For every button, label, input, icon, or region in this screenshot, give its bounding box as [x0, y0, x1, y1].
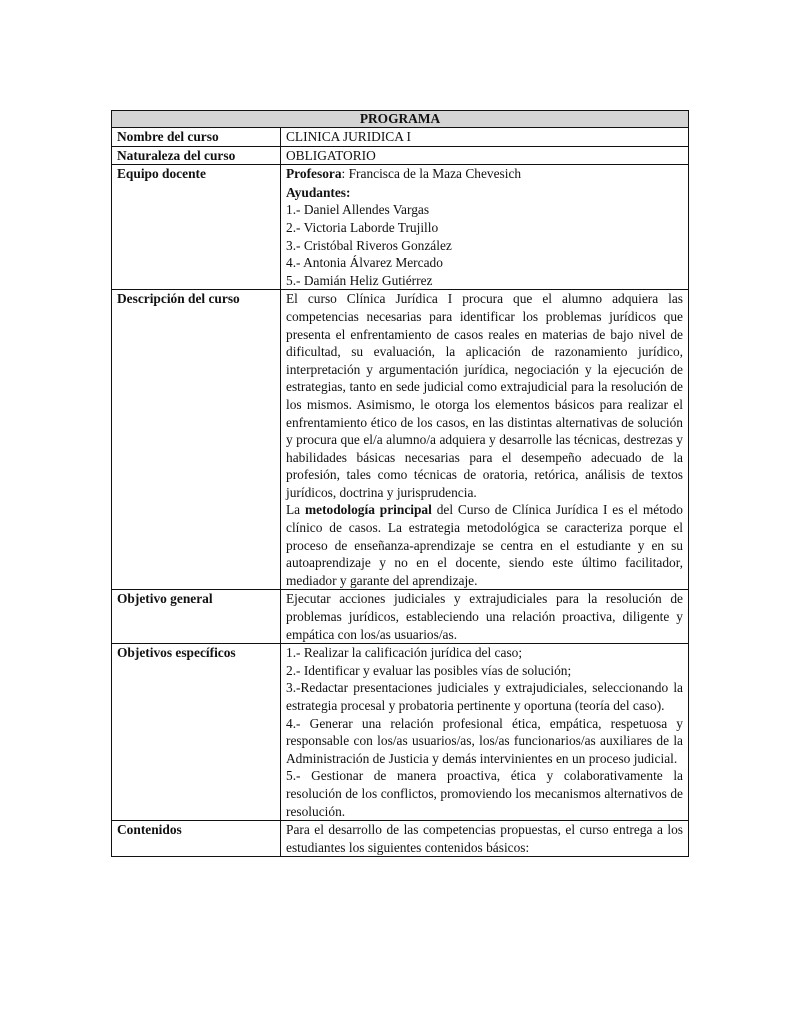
- row-label: Nombre del curso: [112, 128, 281, 147]
- row-label: Equipo docente: [112, 165, 281, 290]
- description-paragraph: El curso Clínica Jurídica I procura que el alumno adquiera las competencias necesarias para identificar los problemas jurídicos que presenta el enfrentamiento de casos reales en materias de bajo nivel de dificultad, su evaluación, la aplicación de razonamiento jurídico, interpretación y argumentación jurídica, negociación y la ejecución de estrategias, tanto en sede judicial como extrajudicial para la resolución de los mismos. Asimismo, le otorga los elementos básicos para realizar el enfrentamiento ético de los casos, en las distintas alternativas de solución y procura que el/a alumno/a adquiera y desarrolle las técnicas, destrezas y habilidades básicas necesarias para el desempeño adecuado de la profesión, tales como técnicas de oratoria, retórica, análisis de textos jurídicos, doctrina y jurisprudencia.: [286, 291, 683, 500]
- general-objective: Ejecutar acciones judiciales y extrajudiciales para la resolución de problemas jurídicos, estableciendo una relación proactiva, diligente y empática con los/as usuarios/as.: [281, 590, 689, 644]
- objective-item: 3.-Redactar presentaciones judiciales y extrajudiciales, seleccionando la estrategia procesal y probatoria pertinente y oportuna (teoría del caso).: [286, 680, 683, 713]
- row-label: Objetivos específicos: [112, 644, 281, 821]
- course-description: [281, 290, 689, 590]
- table-header-row: [112, 111, 689, 128]
- table-header: PROGRAMA: [112, 111, 689, 128]
- methodology-bold: metodología principal: [304, 502, 432, 518]
- row-label: Naturaleza del curso: [112, 146, 281, 165]
- assistant-item: 4.- Antonia Álvarez Mercado: [286, 255, 443, 271]
- objective-item: 1.- Realizar la calificación jurídica del caso;: [286, 645, 523, 661]
- course-name: CLINICA JURIDICA I: [281, 128, 689, 147]
- text: La: [286, 502, 305, 518]
- objective-item: 4.- Generar una relación profesional ética, empática, respetuosa y responsable con los/as usuarios/as, los/as funcionarios/as auxiliares de la Administración de Justicia y demás intervinientes en un proceso judicial.: [286, 715, 683, 766]
- assistant-item: 2.- Victoria Laborde Trujillo: [286, 219, 439, 235]
- professor-name: : Francisca de la Maza Chevesich: [341, 166, 522, 182]
- specific-objectives: [281, 644, 689, 821]
- objective-item: 5.- Gestionar de manera proactiva, ética y colaborativamente la resolución de los conflictos, promoviendo los mecanismos alternativos de resolución.: [286, 768, 683, 819]
- row-label: Contenidos: [112, 821, 281, 857]
- row-label: Objetivo general: [112, 590, 281, 644]
- table-row: [112, 165, 689, 290]
- table-row: [112, 290, 689, 590]
- program-table: [111, 110, 689, 857]
- table-row: [112, 644, 689, 821]
- table-row: [112, 590, 689, 644]
- objective-item: 2.- Identificar y evaluar las posibles vías de solución;: [286, 662, 572, 678]
- row-label: Descripción del curso: [112, 290, 281, 590]
- text: del Curso de Clínica Jurídica I es el método clínico de casos. La estrategia metodológica se caracteriza porque el proceso de enseñanza-aprendizaje se centra en el estudiante y en su autoaprendizaje y no en el docente, siendo este último facilitador, mediador y garante del aprendizaje.: [286, 502, 683, 588]
- professor-label: Profesora: [286, 166, 342, 182]
- teaching-team: [281, 165, 689, 290]
- table-row: [112, 146, 689, 165]
- methodology-paragraph: [286, 501, 683, 589]
- table-row: [112, 821, 689, 857]
- contents: Para el desarrollo de las competencias propuestas, el curso entrega a los estudiantes los siguientes contenidos básicos:: [281, 821, 689, 857]
- table-row: [112, 128, 689, 147]
- professor: [286, 165, 683, 183]
- assistants-heading: Ayudantes:: [286, 184, 351, 200]
- assistant-item: 3.- Cristóbal Riveros González: [286, 237, 452, 253]
- assistant-item: 1.- Daniel Allendes Vargas: [286, 202, 430, 218]
- course-nature: OBLIGATORIO: [281, 146, 689, 165]
- assistant-item: 5.- Damián Heliz Gutiérrez: [286, 272, 433, 288]
- assistants-label: [286, 184, 683, 202]
